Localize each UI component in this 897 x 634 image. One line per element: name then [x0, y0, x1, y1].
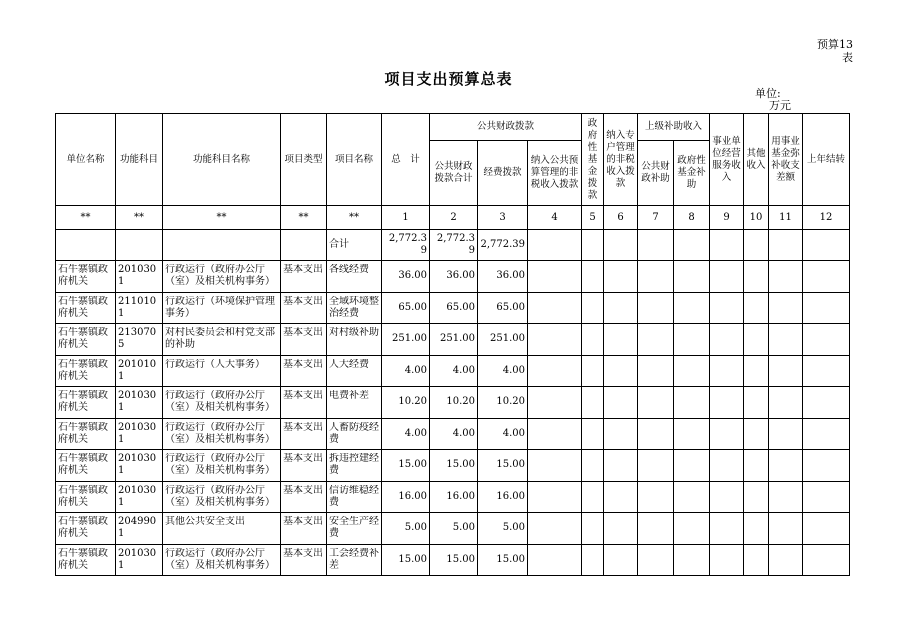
proj-name-cell — [327, 513, 382, 545]
public-total-cell: 5.00 — [430, 513, 478, 545]
unit-name-cell-text: 石牛寨镇政府机关 — [58, 327, 108, 351]
empty-cell — [582, 355, 604, 387]
total-cell: 4.00 — [382, 418, 430, 450]
func-code-cell: 2010301 — [116, 481, 163, 513]
total-cell: 10.20 — [382, 387, 430, 419]
proj-name-cell-text: 人大经费 — [329, 358, 369, 370]
table-row — [56, 355, 850, 387]
func-code-cell: 2130705 — [116, 324, 163, 356]
table-cell — [638, 230, 674, 261]
proj-name-cell-text: 人畜防疫经费 — [329, 421, 379, 445]
func-name-cell — [163, 481, 281, 513]
empty-cell — [744, 324, 769, 356]
empty-cell — [769, 292, 803, 324]
header-proj-type: 项目类型 — [281, 114, 327, 206]
unit-name-cell — [56, 481, 116, 513]
public-total-cell: 4.00 — [430, 355, 478, 387]
empty-cell — [674, 355, 710, 387]
budget-table — [55, 113, 850, 576]
index-cell: 11 — [769, 206, 803, 230]
total-cell: 15.00 — [382, 450, 430, 482]
empty-cell — [674, 261, 710, 293]
empty-cell — [604, 261, 638, 293]
empty-cell — [710, 261, 744, 293]
index-cell: 5 — [582, 206, 604, 230]
proj-type-cell — [281, 261, 327, 293]
unit-name-cell — [56, 418, 116, 450]
unit-name-cell-text: 石牛寨镇政府机关 — [58, 264, 108, 288]
empty-cell — [744, 513, 769, 545]
header-gov-fund: 政府性基金拨款 — [582, 114, 604, 206]
expense-cell: 4.00 — [478, 418, 528, 450]
public-total-cell: 4.00 — [430, 418, 478, 450]
header-other: 其他收入 — [744, 114, 769, 206]
empty-cell — [528, 292, 582, 324]
expense-cell: 36.00 — [478, 261, 528, 293]
empty-cell — [803, 387, 850, 419]
empty-cell — [638, 355, 674, 387]
table-cell — [803, 230, 850, 261]
func-name-cell-text: 行政运行（政府办公厅（室）及相关机构事务） — [165, 421, 275, 445]
proj-name-cell-text: 全域环境整治经费 — [329, 295, 379, 319]
empty-cell — [604, 292, 638, 324]
table-cell — [56, 230, 116, 261]
func-name-cell-text: 行政运行（政府办公厅（室）及相关机构事务） — [165, 547, 275, 571]
empty-cell — [710, 292, 744, 324]
empty-cell — [638, 418, 674, 450]
unit-name-cell — [56, 513, 116, 545]
unit-name-cell-text: 石牛寨镇政府机关 — [58, 516, 108, 540]
header-special-nontax: 纳入专户管理的非税收入拨款 — [604, 114, 638, 206]
func-name-cell — [163, 450, 281, 482]
empty-cell — [803, 481, 850, 513]
func-name-cell-text: 行政运行（政府办公厅（室）及相关机构事务） — [165, 390, 275, 414]
empty-cell — [744, 450, 769, 482]
unit-name-cell-text: 石牛寨镇政府机关 — [58, 421, 108, 445]
unit-note — [755, 88, 795, 112]
empty-cell — [582, 324, 604, 356]
public-total-cell: 15.00 — [430, 544, 478, 576]
func-name-cell — [163, 387, 281, 419]
empty-cell — [582, 450, 604, 482]
empty-cell — [674, 450, 710, 482]
public-total-cell: 65.00 — [430, 292, 478, 324]
func-code-cell: 2110101 — [116, 292, 163, 324]
index-cell: ** — [163, 206, 281, 230]
table-cell — [604, 230, 638, 261]
empty-cell — [674, 292, 710, 324]
proj-type-cell-text: 基本支出 — [283, 547, 323, 559]
table-row — [56, 544, 850, 576]
proj-type-cell-text: 基本支出 — [283, 453, 323, 465]
header-func-code: 功能科目 — [116, 114, 163, 206]
index-cell: 6 — [604, 206, 638, 230]
table-cell — [163, 230, 281, 261]
table-cell — [744, 230, 769, 261]
table-cell — [116, 230, 163, 261]
total-value: 2,772.39 — [382, 230, 430, 261]
func-code-cell: 2049901 — [116, 513, 163, 545]
header-func-name: 功能科目名称 — [163, 114, 281, 206]
expense-cell: 10.20 — [478, 387, 528, 419]
index-row — [56, 206, 850, 230]
form-code-line1: 预算13 — [817, 38, 853, 51]
empty-cell — [604, 450, 638, 482]
empty-cell — [528, 324, 582, 356]
empty-cell — [674, 544, 710, 576]
total-cell: 251.00 — [382, 324, 430, 356]
table-row — [56, 481, 850, 513]
public-total-cell: 16.00 — [430, 481, 478, 513]
page-title: 项目支出预算总表 — [384, 70, 513, 88]
header-public-group: 公共财政拨款 — [430, 114, 582, 141]
func-name-cell — [163, 292, 281, 324]
proj-name-cell — [327, 355, 382, 387]
proj-name-cell-text: 对村级补助 — [329, 327, 379, 339]
total-label: 合计 — [327, 230, 382, 261]
proj-type-cell — [281, 355, 327, 387]
index-cell: 3 — [478, 206, 528, 230]
func-name-cell-text: 其他公共安全支出 — [165, 516, 245, 528]
expense-cell: 4.00 — [478, 355, 528, 387]
proj-name-cell — [327, 261, 382, 293]
func-name-cell — [163, 513, 281, 545]
unit-label: 单位: — [755, 87, 781, 100]
empty-cell — [638, 481, 674, 513]
proj-name-cell — [327, 481, 382, 513]
empty-cell — [582, 387, 604, 419]
empty-cell — [803, 261, 850, 293]
index-cell: 2 — [430, 206, 478, 230]
public-total-cell: 10.20 — [430, 387, 478, 419]
unit-name-cell — [56, 450, 116, 482]
empty-cell — [582, 418, 604, 450]
proj-type-cell-text: 基本支出 — [283, 484, 323, 496]
table-header — [56, 114, 850, 230]
total-cell: 5.00 — [382, 513, 430, 545]
func-code-cell: 2010101 — [116, 355, 163, 387]
public-total-cell: 15.00 — [430, 450, 478, 482]
empty-cell — [528, 261, 582, 293]
proj-type-cell — [281, 418, 327, 450]
index-cell: ** — [327, 206, 382, 230]
empty-cell — [769, 481, 803, 513]
table-cell — [710, 230, 744, 261]
proj-name-cell — [327, 544, 382, 576]
empty-cell — [528, 387, 582, 419]
empty-cell — [710, 450, 744, 482]
empty-cell — [582, 481, 604, 513]
proj-name-cell — [327, 387, 382, 419]
func-name-cell — [163, 261, 281, 293]
func-name-cell — [163, 544, 281, 576]
empty-cell — [638, 544, 674, 576]
proj-name-cell — [327, 324, 382, 356]
empty-cell — [674, 324, 710, 356]
total-cell: 15.00 — [382, 544, 430, 576]
empty-cell — [674, 513, 710, 545]
table-row — [56, 418, 850, 450]
header-public-total: 公共财政拨款合计 — [430, 141, 478, 206]
table-row — [56, 324, 850, 356]
func-name-cell — [163, 355, 281, 387]
empty-cell — [710, 481, 744, 513]
header-total: 总 计 — [382, 114, 430, 206]
table-cell — [769, 230, 803, 261]
proj-type-cell — [281, 513, 327, 545]
empty-cell — [638, 324, 674, 356]
table-cell — [528, 230, 582, 261]
func-name-cell-text: 对村民委员会和村党支部的补助 — [165, 327, 275, 351]
empty-cell — [528, 513, 582, 545]
proj-type-cell-text: 基本支出 — [283, 421, 323, 433]
empty-cell — [604, 418, 638, 450]
empty-cell — [769, 418, 803, 450]
empty-cell — [710, 513, 744, 545]
public-total-cell: 36.00 — [430, 261, 478, 293]
proj-name-cell-text: 拆违控建经费 — [329, 453, 379, 477]
proj-name-cell — [327, 292, 382, 324]
unit-name-cell — [56, 324, 116, 356]
empty-cell — [744, 387, 769, 419]
index-cell: 1 — [382, 206, 430, 230]
unit-name-cell-text: 石牛寨镇政府机关 — [58, 295, 108, 319]
expense-cell: 15.00 — [478, 544, 528, 576]
func-name-cell-text: 行政运行（政府办公厅（室）及相关机构事务） — [165, 484, 275, 508]
empty-cell — [528, 481, 582, 513]
header-upper-fund: 政府性基金补助 — [674, 141, 710, 206]
empty-cell — [744, 292, 769, 324]
func-name-cell-text: 行政运行（政府办公厅（室）及相关机构事务） — [165, 264, 275, 288]
proj-type-cell-text: 基本支出 — [283, 358, 323, 370]
public-total-cell: 251.00 — [430, 324, 478, 356]
proj-name-cell — [327, 418, 382, 450]
form-code — [817, 38, 853, 64]
proj-name-cell-text: 信访维稳经费 — [329, 484, 379, 508]
empty-cell — [604, 355, 638, 387]
empty-cell — [638, 387, 674, 419]
index-cell: 10 — [744, 206, 769, 230]
proj-type-cell — [281, 544, 327, 576]
func-name-cell-text: 行政运行（政府办公厅（室）及相关机构事务） — [165, 453, 275, 477]
table-cell — [674, 230, 710, 261]
empty-cell — [769, 261, 803, 293]
total-cell: 16.00 — [382, 481, 430, 513]
empty-cell — [744, 418, 769, 450]
empty-cell — [744, 481, 769, 513]
empty-cell — [710, 418, 744, 450]
empty-cell — [674, 418, 710, 450]
empty-cell — [582, 544, 604, 576]
unit-name-cell-text: 石牛寨镇政府机关 — [58, 484, 108, 508]
expense-cell: 251.00 — [478, 324, 528, 356]
unit-name-cell-text: 石牛寨镇政府机关 — [58, 390, 108, 414]
empty-cell — [638, 450, 674, 482]
empty-cell — [604, 324, 638, 356]
empty-cell — [638, 261, 674, 293]
proj-type-cell-text: 基本支出 — [283, 390, 323, 402]
unit-name-cell — [56, 292, 116, 324]
empty-cell — [769, 355, 803, 387]
empty-cell — [674, 481, 710, 513]
index-cell: 9 — [710, 206, 744, 230]
empty-cell — [769, 387, 803, 419]
proj-name-cell-text: 安全生产经费 — [329, 516, 379, 540]
header-business: 事业单位经营服务收入 — [710, 114, 744, 206]
proj-type-cell — [281, 387, 327, 419]
empty-cell — [528, 355, 582, 387]
proj-type-cell — [281, 450, 327, 482]
func-name-cell-text: 行政运行（环境保护管理事务） — [165, 295, 275, 319]
table-row — [56, 292, 850, 324]
empty-cell — [528, 544, 582, 576]
unit-name-cell — [56, 387, 116, 419]
empty-cell — [582, 292, 604, 324]
func-name-cell — [163, 324, 281, 356]
proj-name-cell-text: 各线经费 — [329, 264, 369, 276]
empty-cell — [528, 418, 582, 450]
header-carryover: 上年结转 — [803, 114, 850, 206]
empty-cell — [710, 324, 744, 356]
table-body — [56, 230, 850, 576]
expense-cell: 16.00 — [478, 481, 528, 513]
empty-cell — [744, 544, 769, 576]
form-code-line2: 表 — [842, 51, 853, 64]
index-cell: 4 — [528, 206, 582, 230]
unit-name-cell — [56, 261, 116, 293]
proj-type-cell-text: 基本支出 — [283, 264, 323, 276]
empty-cell — [803, 544, 850, 576]
empty-cell — [638, 292, 674, 324]
expense-cell: 5.00 — [478, 513, 528, 545]
empty-cell — [604, 481, 638, 513]
header-upper-group: 上级补助收入 — [638, 114, 710, 141]
table-cell — [582, 230, 604, 261]
func-name-cell-text: 行政运行（人大事务） — [165, 358, 265, 370]
header-proj-name: 项目名称 — [327, 114, 382, 206]
unit-name-cell — [56, 544, 116, 576]
proj-name-cell — [327, 450, 382, 482]
empty-cell — [769, 544, 803, 576]
empty-cell — [744, 355, 769, 387]
empty-cell — [803, 292, 850, 324]
func-name-cell — [163, 418, 281, 450]
proj-name-cell-text: 工会经费补差 — [329, 547, 379, 571]
proj-type-cell — [281, 481, 327, 513]
empty-cell — [769, 324, 803, 356]
empty-cell — [528, 450, 582, 482]
unit-value: 万元 — [769, 99, 791, 112]
empty-cell — [803, 324, 850, 356]
empty-cell — [674, 387, 710, 419]
expense-cell: 15.00 — [478, 450, 528, 482]
index-cell: ** — [281, 206, 327, 230]
header-fund-gap: 用事业基金弥补收支差额 — [769, 114, 803, 206]
proj-type-cell-text: 基本支出 — [283, 327, 323, 339]
empty-cell — [710, 544, 744, 576]
empty-cell — [803, 450, 850, 482]
func-code-cell: 2010301 — [116, 261, 163, 293]
index-cell: 8 — [674, 206, 710, 230]
total-cell: 36.00 — [382, 261, 430, 293]
proj-type-cell — [281, 324, 327, 356]
header-upper-public: 公共财政补助 — [638, 141, 674, 206]
empty-cell — [803, 513, 850, 545]
empty-cell — [604, 544, 638, 576]
unit-name-cell-text: 石牛寨镇政府机关 — [58, 358, 108, 382]
func-code-cell: 2010301 — [116, 387, 163, 419]
index-cell: ** — [56, 206, 116, 230]
header-expense: 经费拨款 — [478, 141, 528, 206]
index-cell: 7 — [638, 206, 674, 230]
empty-cell — [803, 355, 850, 387]
total-cell: 65.00 — [382, 292, 430, 324]
index-cell: ** — [116, 206, 163, 230]
header-nontax-budget: 纳入公共预算管理的非税收入拨款 — [528, 141, 582, 206]
func-code-cell: 2010301 — [116, 418, 163, 450]
empty-cell — [769, 513, 803, 545]
table-cell — [281, 230, 327, 261]
expense-cell: 65.00 — [478, 292, 528, 324]
index-cell: 12 — [803, 206, 850, 230]
empty-cell — [638, 513, 674, 545]
total-public: 2,772.39 — [430, 230, 478, 261]
empty-cell — [803, 418, 850, 450]
total-row — [56, 230, 850, 261]
total-cell: 4.00 — [382, 355, 430, 387]
empty-cell — [582, 261, 604, 293]
total-expense: 2,772.39 — [478, 230, 528, 261]
empty-cell — [604, 513, 638, 545]
empty-cell — [582, 513, 604, 545]
func-code-cell: 2010301 — [116, 450, 163, 482]
proj-name-cell-text: 电费补差 — [329, 390, 369, 402]
unit-name-cell — [56, 355, 116, 387]
unit-name-cell-text: 石牛寨镇政府机关 — [58, 453, 108, 477]
empty-cell — [744, 261, 769, 293]
unit-name-cell-text: 石牛寨镇政府机关 — [58, 547, 108, 571]
table-row — [56, 450, 850, 482]
empty-cell — [710, 387, 744, 419]
func-code-cell: 2010301 — [116, 544, 163, 576]
empty-cell — [604, 387, 638, 419]
empty-cell — [769, 450, 803, 482]
proj-type-cell — [281, 292, 327, 324]
table-row — [56, 513, 850, 545]
empty-cell — [710, 355, 744, 387]
table-row — [56, 261, 850, 293]
proj-type-cell-text: 基本支出 — [283, 295, 323, 307]
header-unit-name: 单位名称 — [56, 114, 116, 206]
proj-type-cell-text: 基本支出 — [283, 516, 323, 528]
table-row — [56, 387, 850, 419]
